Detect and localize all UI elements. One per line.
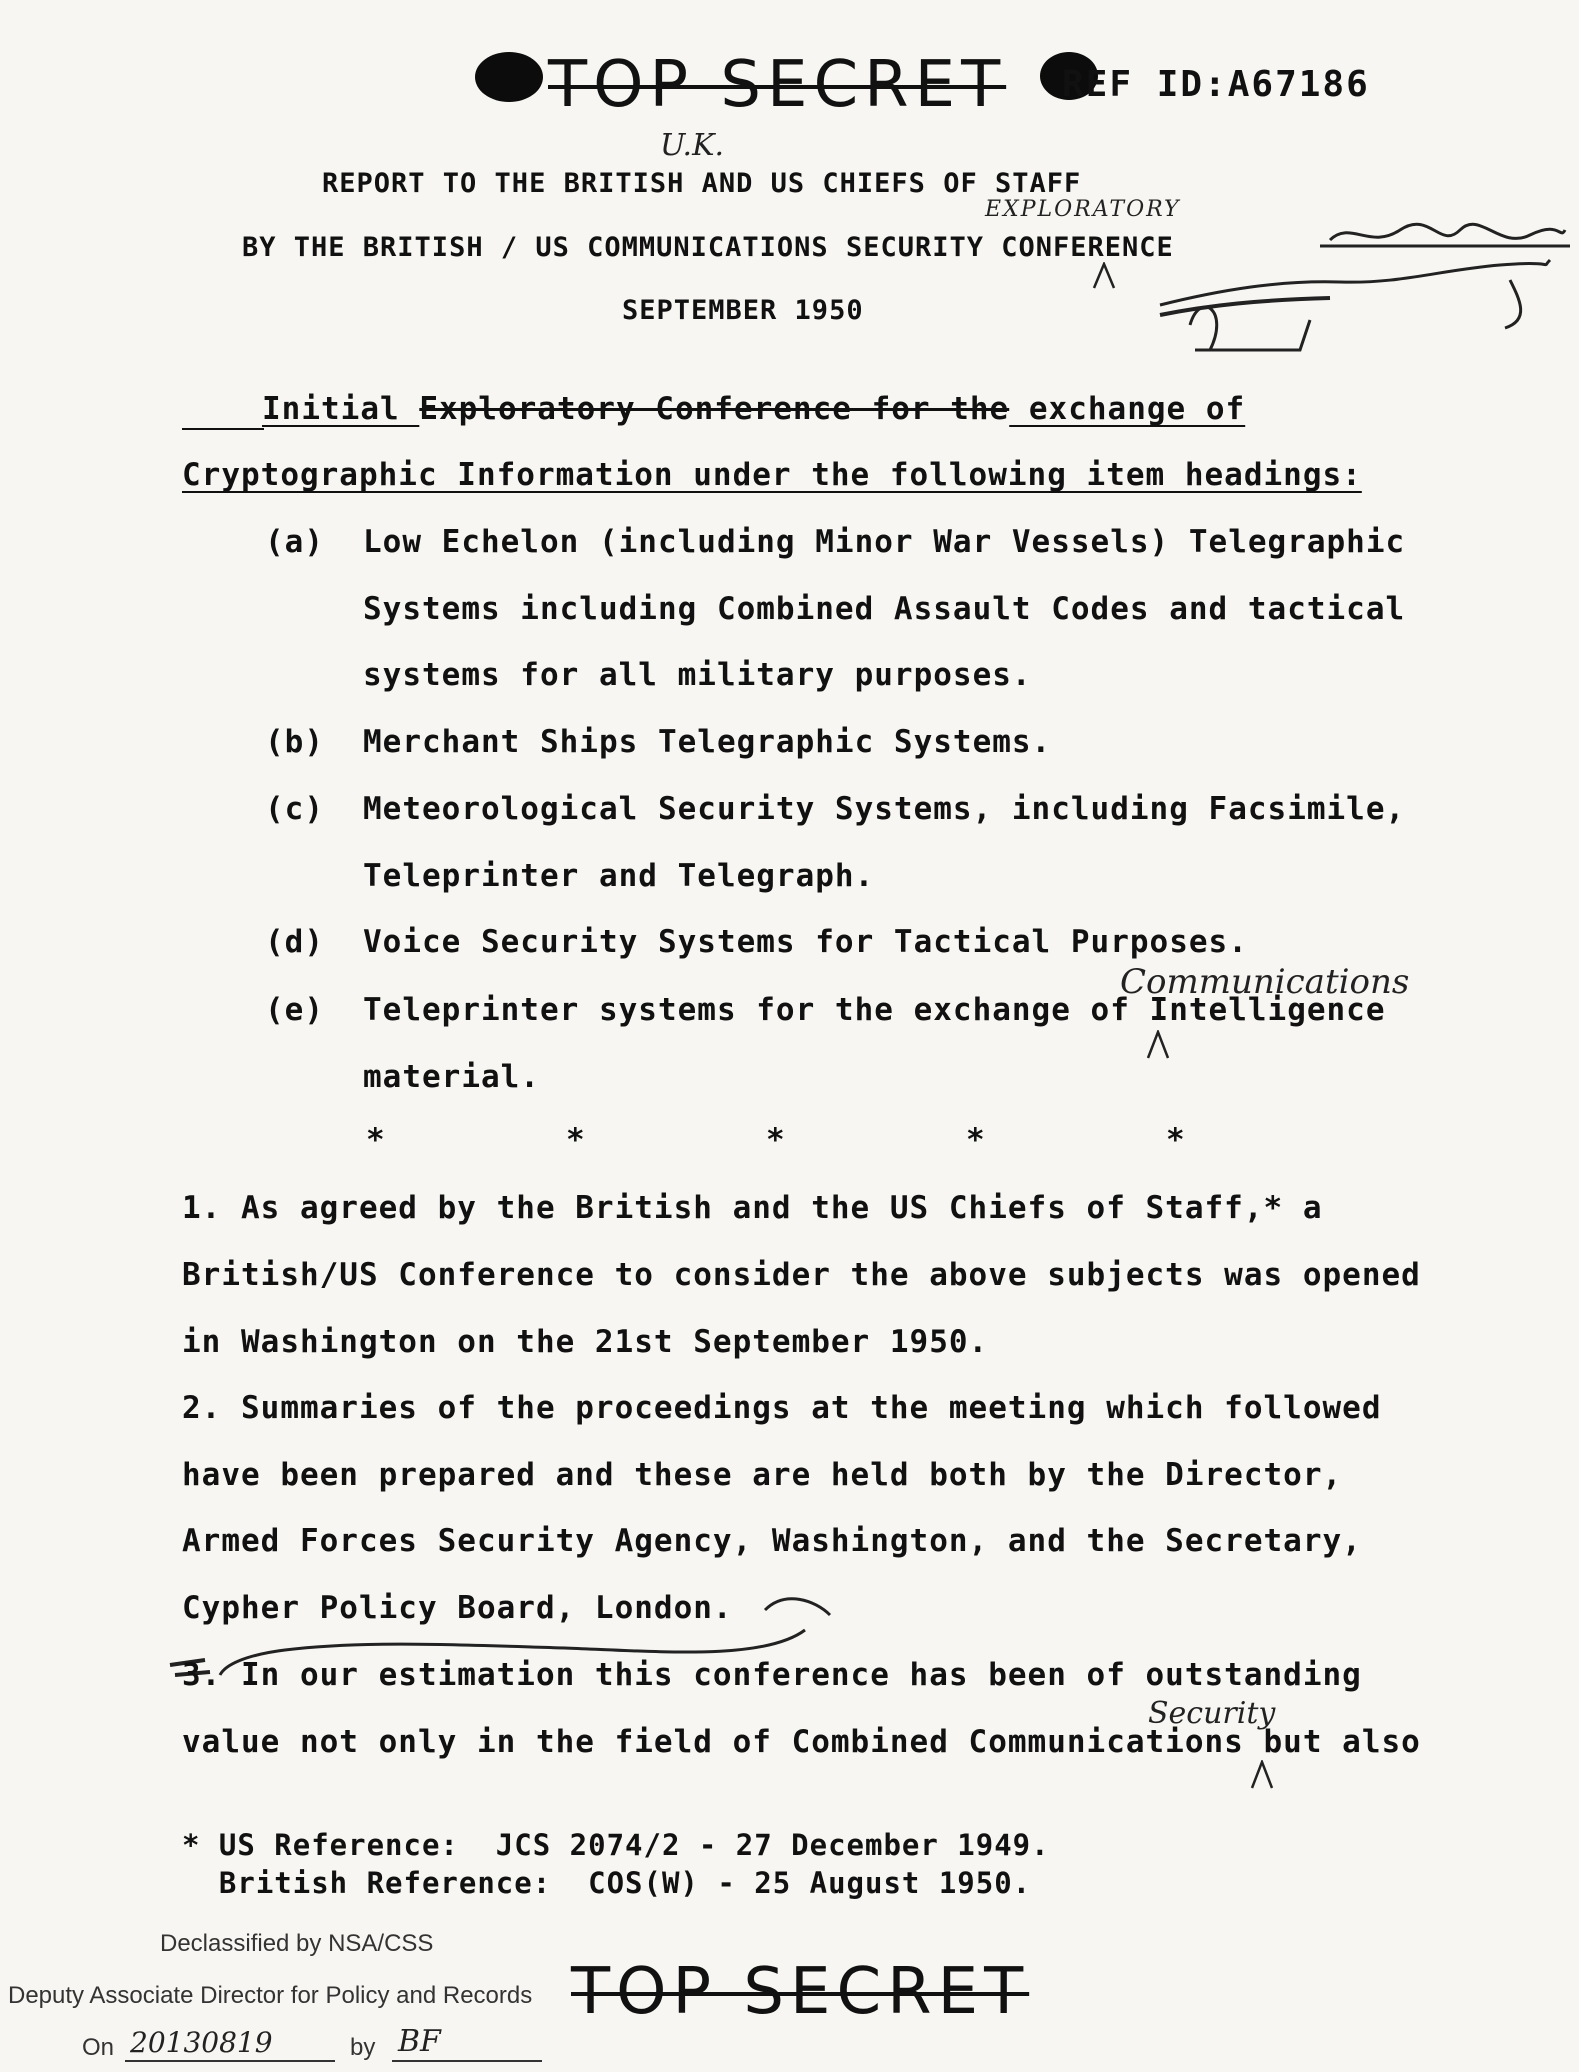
footnote-british-reference: British Reference: COS(W) - 25 August 1950.: [182, 1866, 1032, 1900]
star: *: [966, 1122, 986, 1158]
star: *: [1166, 1122, 1186, 1158]
declassified-on-label: On: [82, 2034, 115, 2061]
heading-exchange: exchange of: [1009, 391, 1246, 427]
separator-stars: [366, 1122, 1366, 1158]
star: *: [766, 1122, 786, 1158]
redaction-blob-left: [475, 52, 543, 102]
paragraph-line: 1. As agreed by the British and the US Chiefs of Staff,* a: [182, 1190, 1323, 1226]
bottom-classification-stamp: TOP SECRET: [565, 1955, 1035, 2029]
date-underline: [125, 2060, 335, 2062]
paragraph-line: 2. Summaries of the proceedings at the meeting which followed: [182, 1390, 1382, 1426]
caret-mark: [1092, 262, 1116, 290]
caret-mark: [1250, 1760, 1274, 1790]
paragraph-line: 3. In our estimation this conference has been of outstanding: [182, 1657, 1362, 1693]
title-line-2: BY THE BRITISH / US COMMUNICATIONS SECURITY CONFERENCE: [242, 232, 1174, 263]
heading-initial: Initial: [262, 391, 420, 427]
declassified-by-label: by: [350, 2034, 376, 2061]
item-line: Low Echelon (including Minor War Vessels) Telegraphic: [363, 524, 1406, 560]
paragraph-line: in Washington on the 21st September 1950.: [182, 1324, 989, 1360]
paragraph-line: British/US Conference to consider the above subjects was opened: [182, 1257, 1421, 1293]
declassified-date: 20130819: [130, 2026, 273, 2059]
annotation-uk: U.K.: [660, 128, 725, 163]
paragraph-line: Armed Forces Security Agency, Washington, and the Secretary,: [182, 1523, 1362, 1559]
initials-underline: [392, 2060, 542, 2062]
annotation-exploratory: EXPLORATORY: [985, 197, 1181, 222]
declassified-authority: Deputy Associate Director for Policy and Records: [8, 1982, 533, 2009]
heading-left-underline: [182, 428, 264, 430]
item-label: (d): [265, 924, 324, 960]
paragraph-line: value not only in the field of Combined Communications but also: [182, 1724, 1421, 1760]
star: *: [366, 1122, 386, 1158]
item-label: (b): [265, 724, 324, 760]
item-line: Teleprinter and Telegraph.: [363, 858, 875, 894]
item-line: Meteorological Security Systems, including Facsimile,: [363, 791, 1406, 827]
caret-mark: [1146, 1030, 1170, 1060]
ref-id: REF ID:A67186: [1062, 64, 1370, 105]
handwritten-scribble: [1100, 210, 1570, 360]
annotation-security: Security: [1148, 1696, 1276, 1731]
heading-struck-text: Exploratory Conference for the: [419, 391, 1010, 427]
item-line: Merchant Ships Telegraphic Systems.: [363, 724, 1052, 760]
title-line-1: REPORT TO THE BRITISH AND US CHIEFS OF STAFF: [322, 168, 1082, 199]
declassified-label: Declassified by NSA/CSS: [160, 1930, 434, 1957]
item-label: (c): [265, 791, 324, 827]
top-classification-stamp: TOP SECRET: [548, 48, 1007, 122]
paragraph-line: have been prepared and these are held both by the Director,: [182, 1457, 1343, 1493]
annotation-communications: Communications: [1120, 962, 1410, 1002]
title-line-3: SEPTEMBER 1950: [622, 295, 864, 326]
item-line: material.: [363, 1059, 540, 1095]
item-label: (a): [265, 524, 324, 560]
item-line: Voice Security Systems for Tactical Purposes.: [363, 924, 1248, 960]
item-line: systems for all military purposes.: [363, 657, 1032, 693]
declassified-initials: BF: [398, 2024, 441, 2059]
heading-line-2: Cryptographic Information under the following item headings:: [182, 457, 1362, 493]
star: *: [566, 1122, 586, 1158]
footnote-us-reference: * US Reference: JCS 2074/2 - 27 December 1949.: [182, 1828, 1050, 1862]
heading-line-1: [262, 391, 1246, 427]
paragraph-line: Cypher Policy Board, London.: [182, 1590, 733, 1626]
item-line: Teleprinter systems for the exchange of Intelligence: [363, 992, 1386, 1028]
item-label: (e): [265, 992, 324, 1028]
item-line: Systems including Combined Assault Codes and tactical: [363, 591, 1406, 627]
